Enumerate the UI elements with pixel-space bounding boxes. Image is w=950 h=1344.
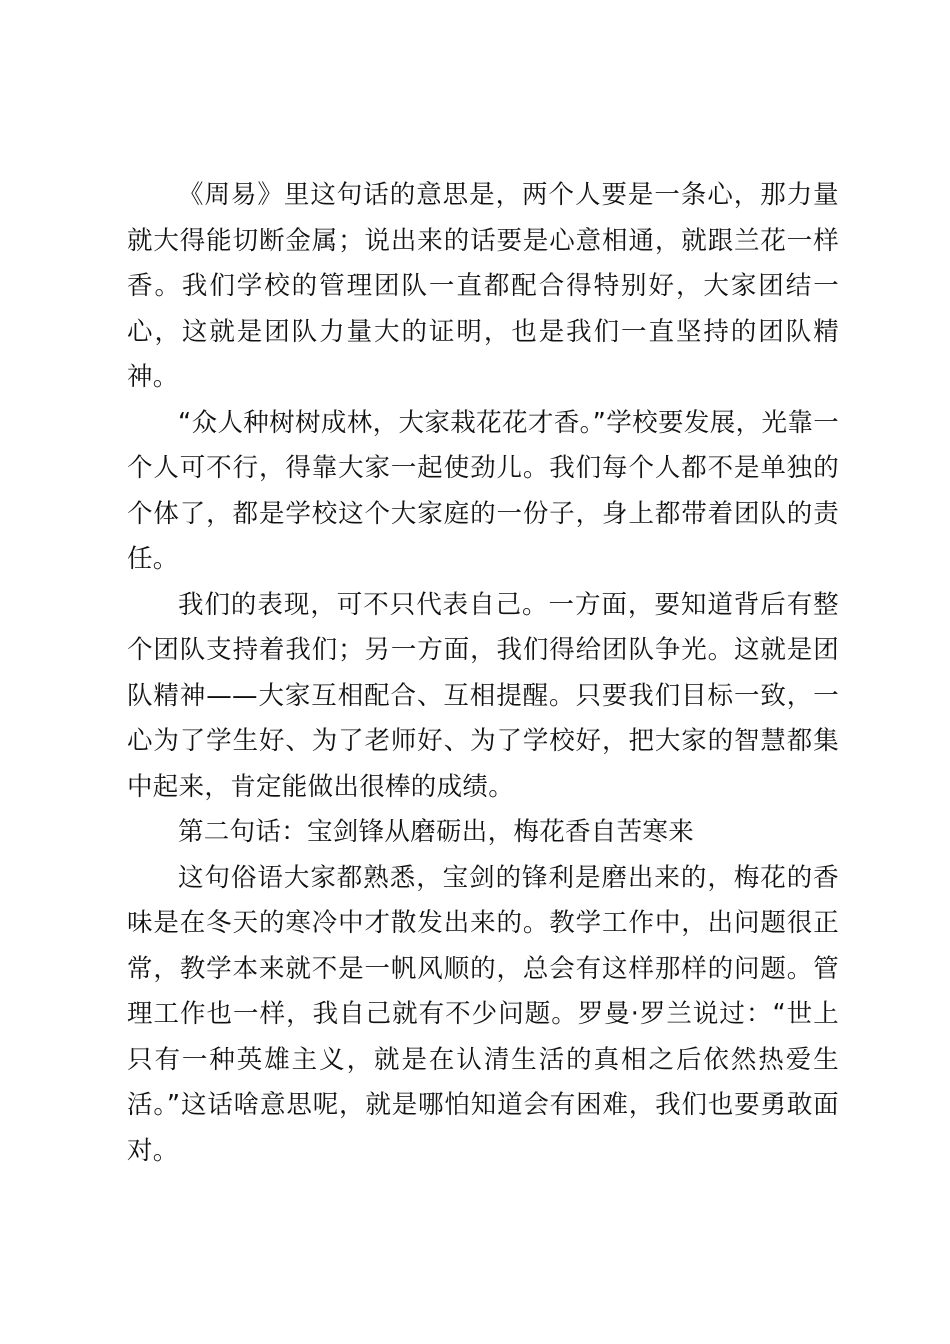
document-body: [127, 173, 839, 1174]
paragraph-team-effort: “众人种树树成林，大家栽花花才香。”学校要发展，光靠一个人可不行，得靠大家一起使劲儿。我们每个人都不是单独的个体了，都是学校这个大家庭的一份子，身上都带着团队的责任。: [127, 407, 839, 574]
paragraph-team-spirit: 我们的表现，可不只代表自己。一方面，要知道背后有整个团队支持着我们；另一方面，我们得给团队争光。这就是团队精神——大家互相配合、互相提醒。只要我们目标一致，一心为了学生好、为了老师好、为了学校好，把大家的智慧都集中起来，肯定能做出很棒的成绩。: [127, 589, 839, 802]
paragraph-sword-plum: 这句俗语大家都熟悉，宝剑的锋利是磨出来的，梅花的香味是在冬天的寒冷中才散发出来的。教学工作中，出问题很正常，教学本来就不是一帆风顺的，总会有这样那样的问题。管理工作也一样，我自己就有不少问题。罗曼·罗兰说过：“世上只有一种英雄主义，就是在认清生活的真相之后依然热爱生活。”这话啥意思呢，就是哪怕知道会有困难，我们也要勇敢面对。: [127, 862, 839, 1166]
section-heading-second-saying: 第二句话：宝剑锋从磨砺出，梅花香自苦寒来: [178, 817, 695, 847]
paragraph-zhouyi: 《周易》里这句话的意思是，两个人要是一条心，那力量就大得能切断金属；说出来的话要是心意相通，就跟兰花一样香。我们学校的管理团队一直都配合得特别好，大家团结一心，这就是团队力量大的证明，也是我们一直坚持的团队精神。: [127, 180, 839, 392]
